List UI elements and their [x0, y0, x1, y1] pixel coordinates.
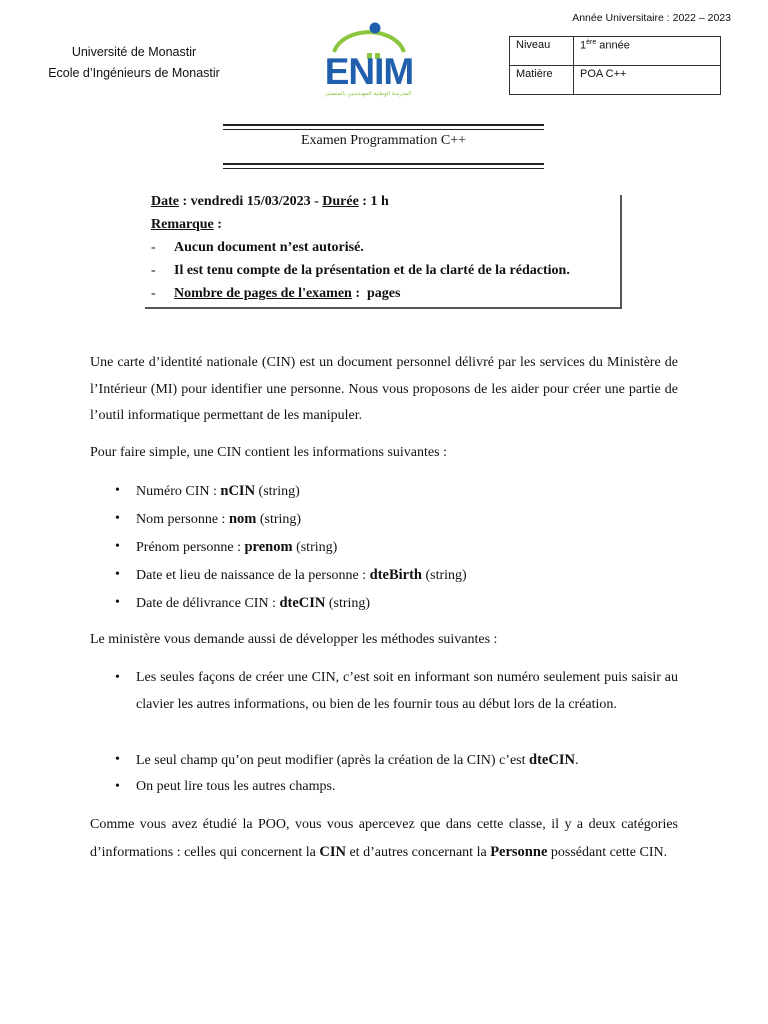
list-item: • Les seules façons de créer une CIN, c’est soit en informant son numéro seulement puis saisir au clavier les autres informations, ou bien de les fournir tous au début lors de la création.	[115, 670, 678, 712]
date-line	[151, 194, 389, 210]
list-item: • Date et lieu de naissance de la personne : dteBirth (string)	[115, 567, 467, 583]
exam-info-box	[145, 195, 622, 309]
duree-value: : 1 h	[358, 194, 389, 209]
course-info-table	[509, 36, 721, 95]
paragraph-poo: Comme vous avez étudié la POO, vous vous apercevez que dans cette classe, il y a deux catégories d’informations : celles qui concernent la CIN et d’autres concernant la Personne possédant cette CIN.	[90, 817, 678, 860]
matiere-value: POA C++	[574, 66, 721, 95]
university-name: Université de Monastir	[71, 45, 197, 59]
niveau-value: 1ère année	[574, 37, 721, 66]
remark-item: - Aucun document n’est autorisé.	[151, 240, 364, 255]
remark-item: - Nombre de pages de l'examen : pages	[151, 286, 401, 301]
remarque-label: Remarque	[151, 217, 214, 232]
date-value: : vendredi 15/03/2023 -	[179, 194, 323, 209]
exam-title: Examen Programmation C++	[300, 133, 467, 148]
list-item: • Prénom personne : prenom (string)	[115, 539, 338, 555]
paragraph-cin-info: Pour faire simple, une CIN contient les informations suivantes :	[90, 445, 447, 460]
remark-item: - Il est tenu compte de la présentation et de la clarté de la rédaction.	[151, 263, 570, 278]
university-block	[30, 42, 238, 84]
enim-logo	[310, 22, 428, 100]
niveau-label: Niveau	[510, 37, 574, 66]
list-item: • On peut lire tous les autres champs.	[115, 779, 336, 794]
list-item: • Nom personne : nom (string)	[115, 511, 302, 527]
table-row	[510, 66, 721, 95]
matiere-label: Matière	[510, 66, 574, 95]
academic-year: Année Universitaire : 2022 – 2023	[572, 12, 731, 24]
title-rule-top	[223, 124, 544, 130]
school-name: Ecole d’Ingénieurs de Monastir	[48, 66, 220, 80]
duree-label: Durée	[322, 194, 359, 209]
title-rule-bottom	[223, 163, 544, 169]
paragraph-methods: Le ministère vous demande aussi de développer les méthodes suivantes :	[90, 632, 498, 647]
remarque-line: Remarque :	[151, 217, 222, 232]
date-label: Date	[151, 194, 179, 209]
list-item: • Date de délivrance CIN : dteCIN (string)	[115, 595, 371, 611]
logo-text: ENIM	[324, 51, 414, 92]
paragraph-intro: Une carte d’identité nationale (CIN) est un document personnel délivré par les services du Ministère de l’Intérieur (MI) pour identifier une personne. Nous vous proposons de les aider pour créer une partie de l’outil informatique permettant de les manipuler.	[90, 355, 678, 423]
table-row	[510, 37, 721, 66]
logo-subtext: المدرسة الوطنية للمهندسين بالمنستير	[324, 91, 412, 97]
list-item: • Numéro CIN : nCIN (string)	[115, 483, 300, 499]
list-item: • Le seul champ qu’on peut modifier (après la création de la CIN) c’est dteCIN.	[115, 752, 579, 768]
